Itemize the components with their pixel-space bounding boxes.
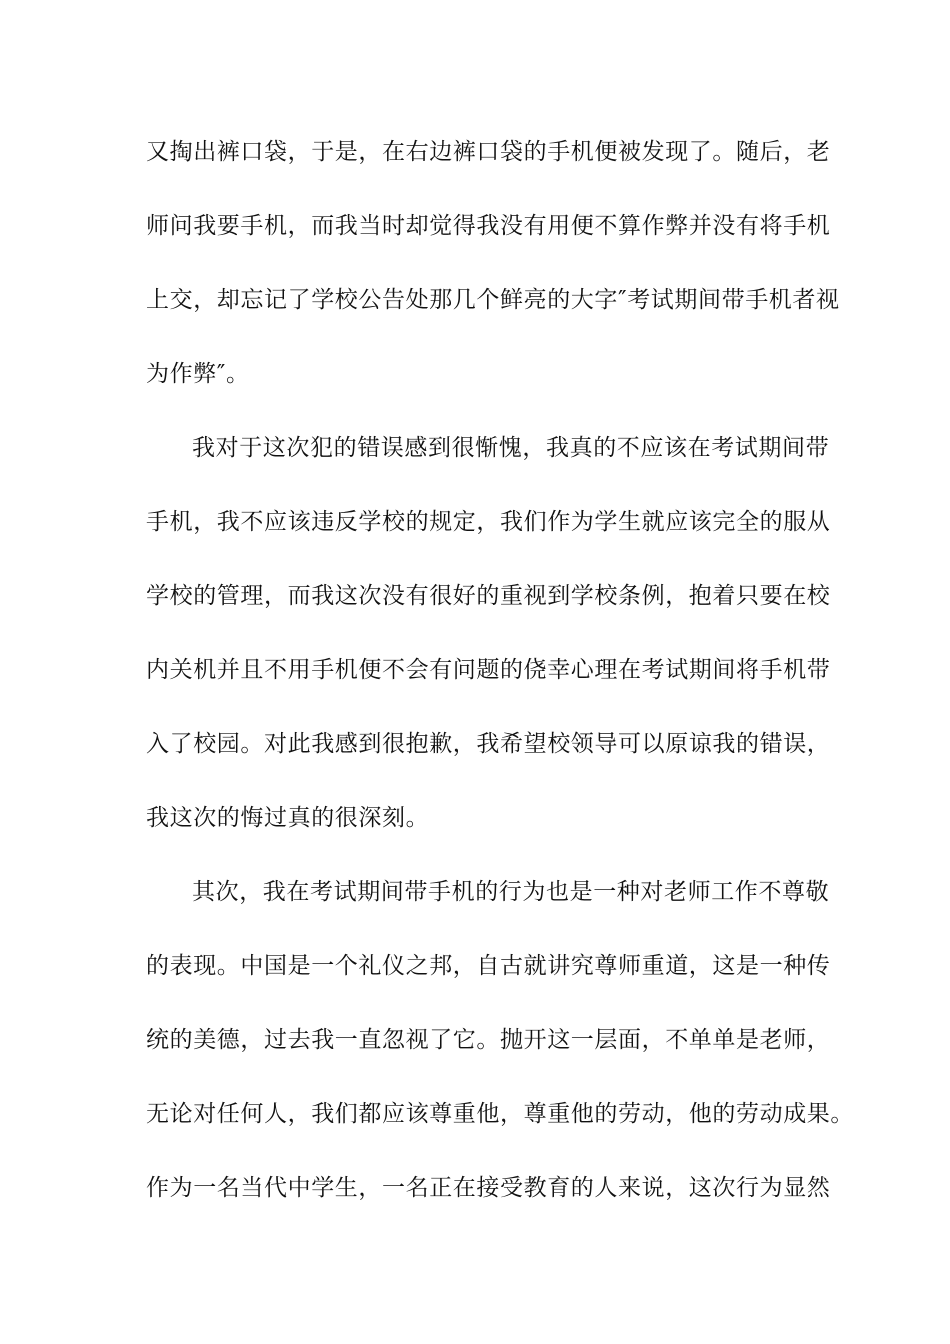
text-line-10: 我这次的悔过真的很深刻。: [146, 805, 430, 831]
text-line-13: 统的美德，过去我一直忽视了它。抛开这一层面，不单单是老师，: [146, 1027, 831, 1053]
paragraph-3-line-1: 其次，我在考试期间带手机的行为也是一种对老师工作不尊敬: [192, 879, 830, 905]
text-line-2: 师问我要手机，而我当时却觉得我没有用便不算作弊并没有将手机: [146, 213, 831, 239]
text-line-1: 又掏出裤口袋，于是，在右边裤口袋的手机便被发现了。随后，老: [146, 139, 831, 165]
text-line-4: 为作弊″。: [146, 361, 250, 387]
text-line-15: 作为一名当代中学生，一名正在接受教育的人来说，这次行为显然: [146, 1175, 831, 1201]
text-line-12: 的表现。中国是一个礼仪之邦，自古就讲究尊师重道，这是一种传: [146, 953, 831, 979]
text-line-9: 入了校园。对此我感到很抱歉，我希望校领导可以原谅我的错误，: [146, 731, 831, 757]
text-line-7: 学校的管理，而我这次没有很好的重视到学校条例，抱着只要在校: [146, 583, 831, 609]
text-line-8: 内关机并且不用手机便不会有问题的侥幸心理在考试期间将手机带: [146, 657, 831, 683]
text-line-14: 无论对任何人，我们都应该尊重他，尊重他的劳动，他的劳动成果。: [146, 1101, 854, 1127]
paragraph-2-line-1: 我对于这次犯的错误感到很惭愧，我真的不应该在考试期间带: [192, 435, 830, 461]
text-line-3: 上交，却忘记了学校公告处那几个鲜亮的大字″考试期间带手机者视: [146, 287, 840, 313]
text-line-6: 手机，我不应该违反学校的规定，我们作为学生就应该完全的服从: [146, 509, 831, 535]
